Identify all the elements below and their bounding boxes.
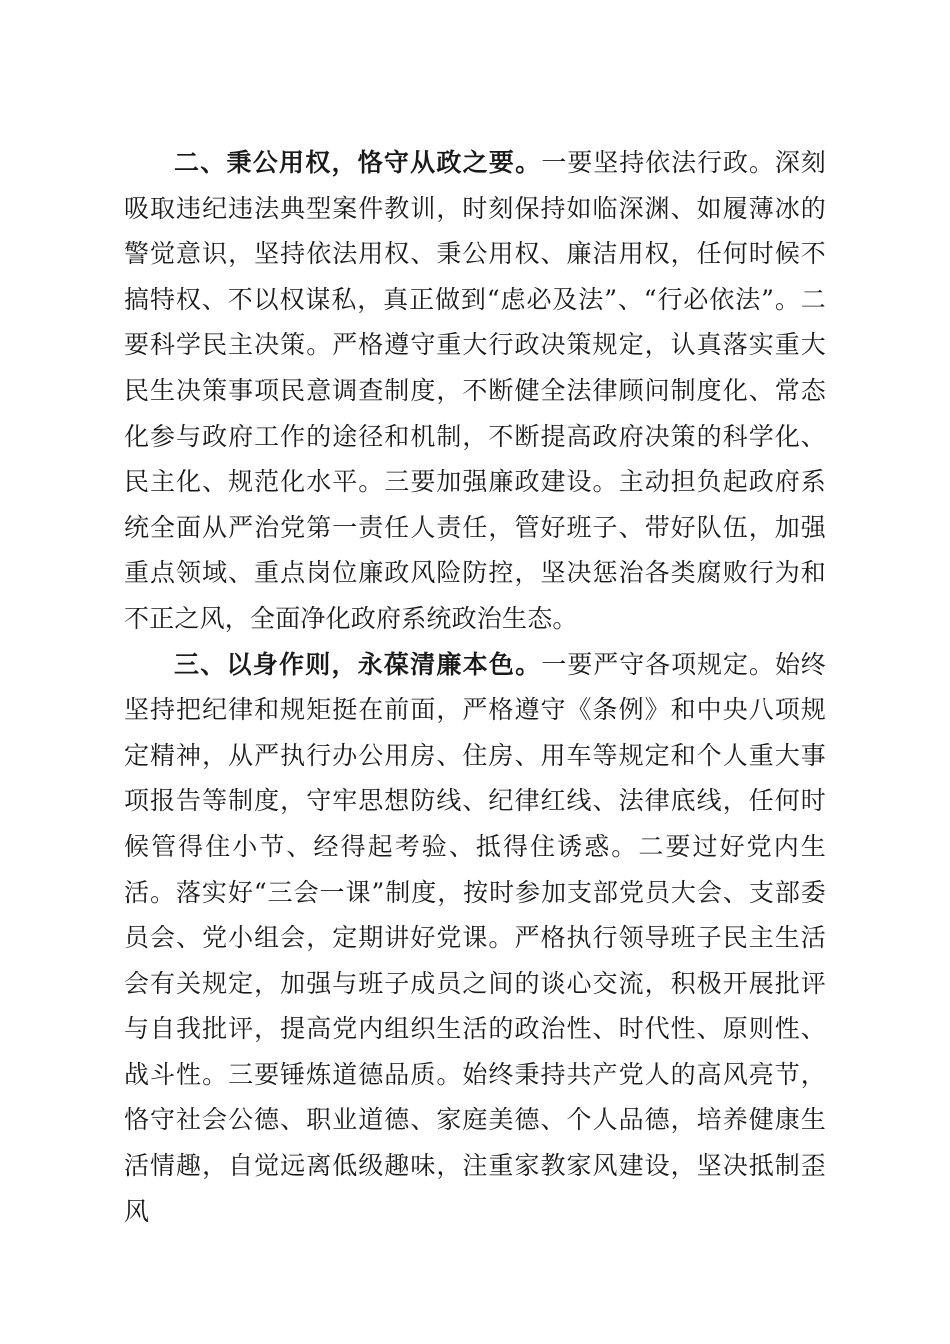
paragraph-section-two bbox=[124, 140, 826, 642]
paragraph-section-three bbox=[124, 642, 826, 1235]
section-two-body: 一要坚持依法行政。深刻吸取违纪违法典型案件教训，时刻保持如临深渊、如履薄冰的警觉意识，坚持依法用权、秉公用权、廉洁用权，任何时候不搞特权、不以权谋私，真正做到“虑必及法”、“行必依法”。二要科学民主决策。严格遵守重大行政决策规定，认真落实重大民生决策事项民意调查制度，不断健全法律顾问制度化、常态化参与政府工作的途径和机制，不断提高政府决策的科学化、民主化、规范化水平。三要加强廉政建设。主动担负起政府系统全面从严治党第一责任人责任，管好班子、带好队伍，加强重点领域、重点岗位廉政风险防控，坚决惩治各类腐败行为和不正之风，全面净化政府系统政治生态。 bbox=[124, 148, 826, 633]
section-two-heading: 二、秉公用权，恪守从政之要。 bbox=[174, 148, 542, 177]
document-body bbox=[124, 140, 826, 1234]
section-three-body: 一要严守各项规定。始终坚持把纪律和规矩挺在前面，严格遵守《条例》和中央八项规定精神，从严执行办公用房、住房、用车等规定和个人重大事项报告等制度，守牢思想防线、纪律红线、法律底线，任何时候管得住小节、经得起考验、抵得住诱惑。二要过好党内生活。落实好“三会一课”制度，按时参加支部党员大会、支部委员会、党小组会，定期讲好党课。严格执行领导班子民主生活会有关规定，加强与班子成员之间的谈心交流，积极开展批评与自我批评，提高党内组织生活的政治性、时代性、原则性、战斗性。三要锤炼道德品质。始终秉持共产党人的高风亮节，恪守社会公德、职业道德、家庭美德、个人品德，培养健康生活情趣，自觉远离低级趣味，注重家教家风建设，坚决抵制歪风 bbox=[124, 649, 826, 1226]
section-three-heading: 三、以身作则，永葆清廉本色。 bbox=[174, 649, 542, 679]
